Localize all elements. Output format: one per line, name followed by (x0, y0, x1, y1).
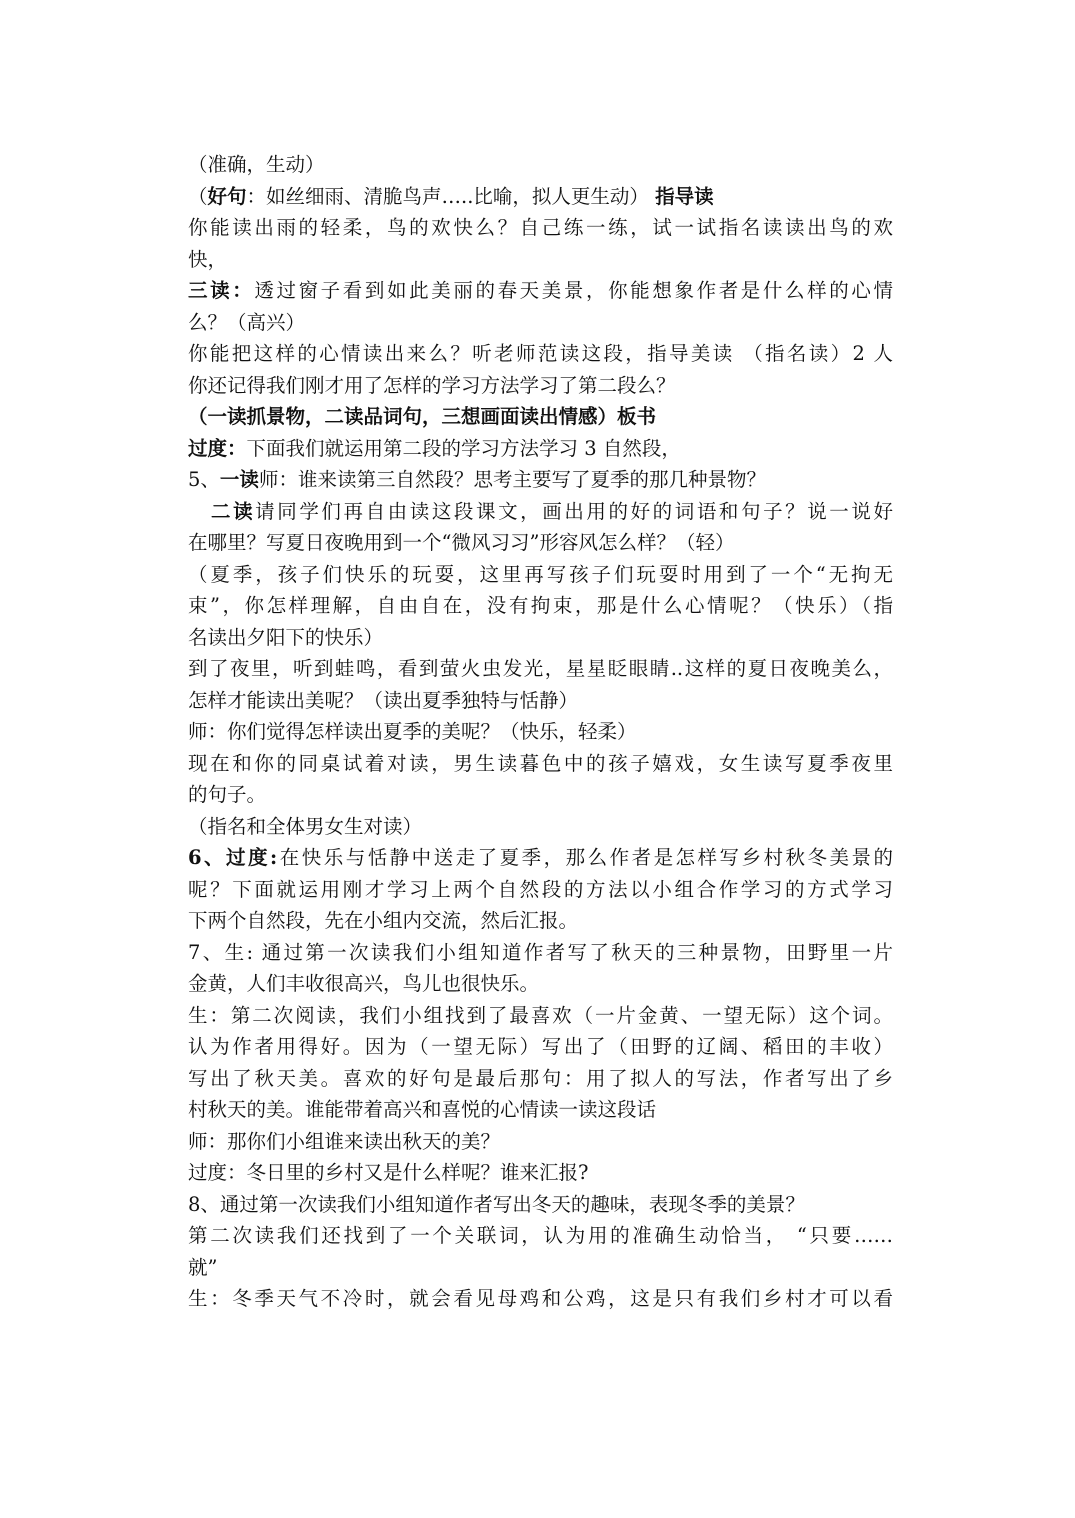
bold-label: 二读 (211, 499, 256, 523)
line-text: 名读出夕阳下的快乐） (188, 625, 384, 649)
document-page (188, 149, 893, 1315)
text-line (188, 275, 893, 307)
line-text: 7、生: 通过第一次读我们小组知道作者写了秋天的三种景物，田野里一片 (188, 940, 893, 964)
text-line (188, 779, 893, 811)
line-text: （夏季，孩子们快乐的玩耍，这里再写孩子们玩耍时用到了一个“无拘无 (188, 562, 893, 586)
line-text: 到了夜里，听到蛙鸣，看到萤火虫发光，星星眨眼睛..这样的夏日夜晚美么， (188, 657, 893, 680)
line-text: 师：你们觉得怎样读出夏季的美呢？（快乐，轻柔） (188, 720, 637, 743)
line-text: 在哪里？写夏日夜晚用到一个“微风习习”形容风怎么样？（轻） (188, 531, 735, 554)
bold-label: 好句 (207, 184, 247, 208)
text-line (188, 559, 893, 591)
text-line (188, 370, 893, 402)
text-line (188, 1063, 893, 1095)
text-line (188, 842, 893, 874)
line-text: （指名和全体男女生对读） (188, 814, 423, 838)
line-text: 束”，你怎样理解，自由自在，没有拘束，那是什么心情呢？（快乐）（指 (188, 594, 893, 617)
bold-label: 三读： (188, 279, 255, 302)
text-line (188, 937, 893, 969)
text-line (188, 433, 893, 465)
line-text: 在快乐与恬静中送走了夏季，那么作者是怎样写乡村秋冬美景的 (277, 846, 893, 869)
text-line (188, 1283, 893, 1315)
bold-label: 6、过度: (188, 846, 278, 869)
text-line (188, 401, 893, 433)
line-text: 5、 (188, 468, 220, 491)
text-line (188, 338, 893, 370)
text-line (188, 1220, 893, 1252)
line-text: 下两个自然段，先在小组内交流，然后汇报。 (188, 909, 579, 932)
text-line (188, 496, 893, 528)
bold-label: 一读 (219, 468, 259, 491)
line-text: 8、通过第一次读我们小组知道作者写出冬天的趣味，表现冬季的美景？ (188, 1192, 805, 1216)
text-line (188, 307, 893, 339)
line-text: 写出了秋天美。喜欢的好句是最后那句：用了拟人的写法，作者写出了乡 (188, 1066, 893, 1090)
line-text: 认为作者用得好。因为（一望无际）写出了（田野的辽阔、稻田的丰收） (188, 1035, 893, 1058)
line-text: （准确，生动） (188, 153, 325, 176)
text-line (188, 212, 893, 244)
text-line (188, 527, 893, 559)
text-line (188, 748, 893, 780)
line-text: （ (188, 184, 208, 208)
text-line (188, 811, 893, 843)
line-text: 师：谁来读第三自然段？思考主要写了夏季的那几种景物？ (258, 468, 766, 491)
line-text: ：如丝细雨、清脆鸟声…..比喻，拟人更生动） (246, 184, 656, 208)
line-text: 怎样才能读出美呢？（读出夏季独特与恬静） (188, 688, 579, 712)
bold-label: 过度： (188, 436, 247, 460)
text-line (188, 716, 893, 748)
text-line (188, 1031, 893, 1063)
line-text: 请同学们再自由读这段课文，画出用的好的词语和句子？说一说好 (255, 499, 893, 523)
line-text: 呢？下面就运用刚才学习上两个自然段的方法以小组合作学习的方式学习 (188, 877, 893, 901)
line-text: 生：第二次阅读，我们小组找到了最喜欢（一片金黄、一望无际）这个词。 (188, 1003, 893, 1027)
text-line (188, 244, 893, 276)
bold-heading: （一读抓景物，二读品词句，三想画面读出情感）板书 (188, 405, 657, 428)
line-text: 师：那你们小组谁来读出秋天的美？ (188, 1129, 501, 1153)
line-text: 第二次读我们还找到了一个关联词，认为用的准确生动恰当， “只要…… (188, 1224, 893, 1247)
line-text: 快， (188, 247, 228, 271)
line-text: 透过窗子看到如此美丽的春天美景，你能想象作者是什么样的心情 (254, 279, 893, 302)
line-text: 现在和你的同桌试着对读，男生读暮色中的孩子嬉戏，女生读写夏季夜里 (188, 751, 893, 775)
text-line (188, 1000, 893, 1032)
text-line (188, 685, 893, 717)
text-line (188, 181, 893, 213)
text-line (188, 1094, 893, 1126)
text-line (188, 874, 893, 906)
line-text: 下面我们就运用第二段的学习方法学习 3 自然段， (246, 436, 681, 460)
line-text: 的句子。 (188, 783, 267, 806)
text-line (188, 905, 893, 937)
text-line (188, 590, 893, 622)
text-line (188, 1189, 893, 1221)
text-line (188, 622, 893, 654)
line-text: 就” (188, 1255, 218, 1279)
line-text: 金黄，人们丰收很高兴，鸟儿也很快乐。 (188, 972, 540, 995)
line-text: 么？（高兴） (188, 310, 306, 334)
line-text: 你能读出雨的轻柔，鸟的欢快么？自己练一练，试一试指名读读出鸟的欢 (188, 216, 893, 239)
text-line (188, 653, 893, 685)
line-text: 过度：冬日里的乡村又是什么样呢？谁来汇报? (188, 1161, 589, 1184)
line-text: 你能把这样的心情读出来么？听老师范读这段，指导美读 （指名读）2 人 (188, 342, 893, 365)
line-text: 村秋天的美。谁能带着高兴和喜悦的心情读一读这段话 (188, 1098, 657, 1121)
text-line (188, 968, 893, 1000)
line-text: 你还记得我们刚才用了怎样的学习方法学习了第二段么？ (188, 373, 676, 397)
text-line (188, 1157, 893, 1189)
text-line (188, 464, 893, 496)
line-text: 生：冬季天气不冷时，就会看见母鸡和公鸡，这是只有我们乡村才可以看 (188, 1287, 893, 1310)
text-line (188, 1252, 893, 1284)
text-line (188, 1126, 893, 1158)
text-line (188, 149, 893, 181)
bold-label: 指导读 (655, 184, 714, 208)
